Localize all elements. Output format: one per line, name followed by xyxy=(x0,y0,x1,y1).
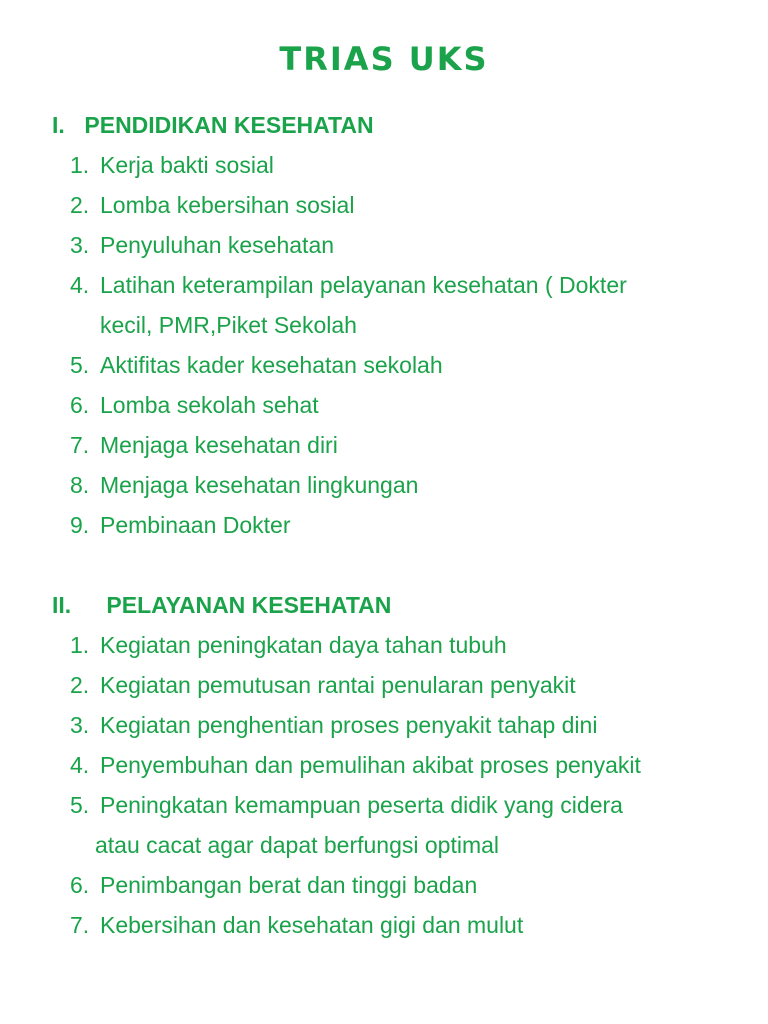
item-text: Kegiatan penghentian proses penyakit tahap dini xyxy=(100,712,598,738)
item-number: 7. xyxy=(70,912,90,938)
item-number: 7. xyxy=(70,432,90,458)
section-number: II. xyxy=(52,592,72,618)
item-number: 8. xyxy=(70,472,90,498)
item-text: Penyuluhan kesehatan xyxy=(100,232,335,258)
list-item xyxy=(70,352,443,379)
list-item xyxy=(70,472,418,499)
item-number: 2. xyxy=(70,192,90,218)
item-number: 6. xyxy=(70,392,90,418)
list-item xyxy=(70,672,576,699)
item-continuation: kecil, PMR,Piket Sekolah xyxy=(100,312,357,338)
item-text: Kerja bakti sosial xyxy=(100,152,274,178)
item-continuation: atau cacat agar dapat berfungsi optimal xyxy=(95,832,500,858)
item-text: Lomba sekolah sehat xyxy=(100,392,319,418)
list-item xyxy=(70,392,319,419)
item-text: Aktifitas kader kesehatan sekolah xyxy=(100,352,443,378)
item-text: Kegiatan pemutusan rantai penularan penyakit xyxy=(100,672,576,698)
item-number: 5. xyxy=(70,352,90,378)
item-number: 2. xyxy=(70,672,90,698)
item-text: Kebersihan dan kesehatan gigi dan mulut xyxy=(100,912,524,938)
item-text: Kegiatan peningkatan daya tahan tubuh xyxy=(100,632,507,658)
list-item xyxy=(70,152,274,179)
item-text: Peningkatan kemampuan peserta didik yang cidera xyxy=(100,792,623,818)
item-number: 4. xyxy=(70,272,90,298)
section-title: PELAYANAN KESEHATAN xyxy=(106,592,392,618)
item-text: Menjaga kesehatan lingkungan xyxy=(100,472,419,498)
section-heading-pelayanan xyxy=(52,592,391,619)
section-heading-pendidikan xyxy=(52,112,374,139)
list-item xyxy=(70,192,354,219)
list-item xyxy=(70,512,291,539)
item-number: 1. xyxy=(70,152,90,178)
item-text: Lomba kebersihan sosial xyxy=(100,192,355,218)
list-item xyxy=(70,712,597,739)
item-number: 9. xyxy=(70,512,90,538)
section-title: PENDIDIKAN KESEHATAN xyxy=(84,112,374,138)
item-text: Latihan keterampilan pelayanan kesehatan ( Dokter xyxy=(100,272,627,298)
list-item xyxy=(70,232,334,259)
list-item xyxy=(70,752,641,779)
item-text: Menjaga kesehatan diri xyxy=(100,432,338,458)
list-item xyxy=(70,912,523,939)
item-text: Pembinaan Dokter xyxy=(100,512,291,538)
list-item xyxy=(70,432,338,459)
list-item xyxy=(70,632,507,659)
item-number: 5. xyxy=(70,792,90,818)
page-title: TRIAS UKS xyxy=(279,40,489,78)
item-number: 3. xyxy=(70,712,90,738)
list-item xyxy=(70,272,627,299)
section-number: I. xyxy=(52,112,65,138)
list-item xyxy=(70,792,623,819)
item-number: 3. xyxy=(70,232,90,258)
item-number: 4. xyxy=(70,752,90,778)
item-number: 6. xyxy=(70,872,90,898)
item-number: 1. xyxy=(70,632,90,658)
item-text: Penyembuhan dan pemulihan akibat proses penyakit xyxy=(100,752,641,778)
list-item xyxy=(70,872,477,899)
item-text: Penimbangan berat dan tinggi badan xyxy=(100,872,478,898)
